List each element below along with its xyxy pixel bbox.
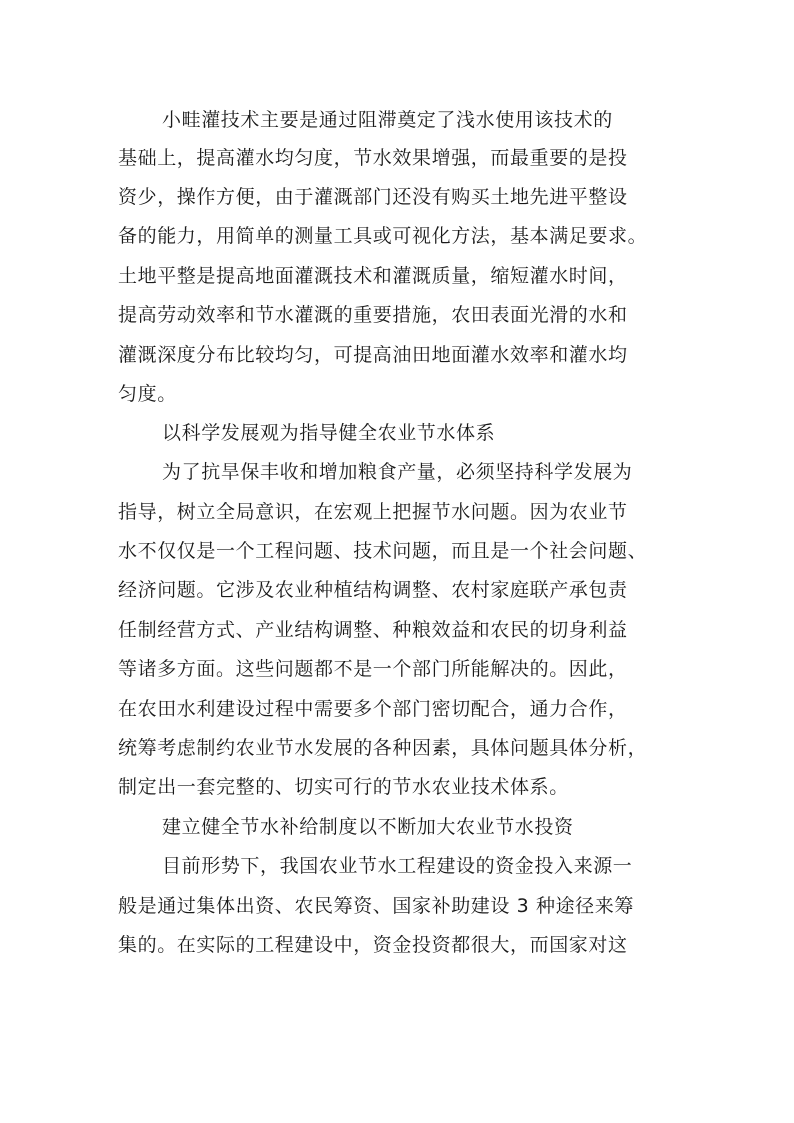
text-line: 灌溉深度分布比较均匀，可提高油田地面灌水效率和灌水均 (118, 344, 628, 366)
text-line: 集的。在实际的工程建设中，资金投资都很大，而国家对这 (118, 934, 628, 956)
text-line: 土地平整是提高地面灌溉技术和灌溉质量，缩短灌水时间， (118, 265, 628, 287)
text-line: 备的能力，用简单的测量工具或可视化方法，基本满足要求。 (118, 225, 648, 247)
text-line: 小畦灌技术主要是通过阻滞奠定了浅水使用该技术的 (162, 109, 613, 131)
text-line: 目前形势下，我国农业节水工程建设的资金投入来源一 (162, 855, 633, 877)
text-line: 经济问题。它涉及农业种植结构调整、农村家庭联产承包责 (118, 579, 628, 601)
text-line: 般是通过集体出资、农民筹资、国家补助建设 3 种途径来筹 (118, 895, 634, 917)
text-line: 匀度。 (118, 383, 177, 405)
text-line: 任制经营方式、产业结构调整、种粮效益和农民的切身利益 (118, 619, 628, 641)
text-line: 指导，树立全局意识，在宏观上把握节水问题。因为农业节 (118, 501, 628, 523)
section-heading-subsidy-system: 建立健全节水补给制度以不断加大农业节水投资 (162, 816, 574, 838)
text-line: 基础上，提高灌水均匀度，节水效果增强，而最重要的是投 (118, 147, 628, 169)
text-line: 资少，操作方便，由于灌溉部门还没有购买土地先进平整设 (118, 186, 628, 208)
text-line: 等诸多方面。这些问题都不是一个部门所能解决的。因此， (118, 658, 628, 680)
text-line: 统筹考虑制约农业节水发展的各种因素，具体问题具体分析， (118, 737, 648, 759)
text-line: 制定出一套完整的、切实可行的节水农业技术体系。 (118, 776, 569, 798)
text-line: 水不仅仅是一个工程问题、技术问题，而且是一个社会问题、 (118, 540, 648, 562)
text-line: 为了抗旱保丰收和增加粮食产量，必须坚持科学发展为 (162, 461, 633, 483)
section-heading-scientific-development: 以科学发展观为指导健全农业节水体系 (162, 422, 496, 444)
text-line: 在农田水利建设过程中需要多个部门密切配合，通力合作， (118, 698, 628, 720)
text-line: 提高劳动效率和节水灌溉的重要措施，农田表面光滑的水和 (118, 304, 628, 326)
